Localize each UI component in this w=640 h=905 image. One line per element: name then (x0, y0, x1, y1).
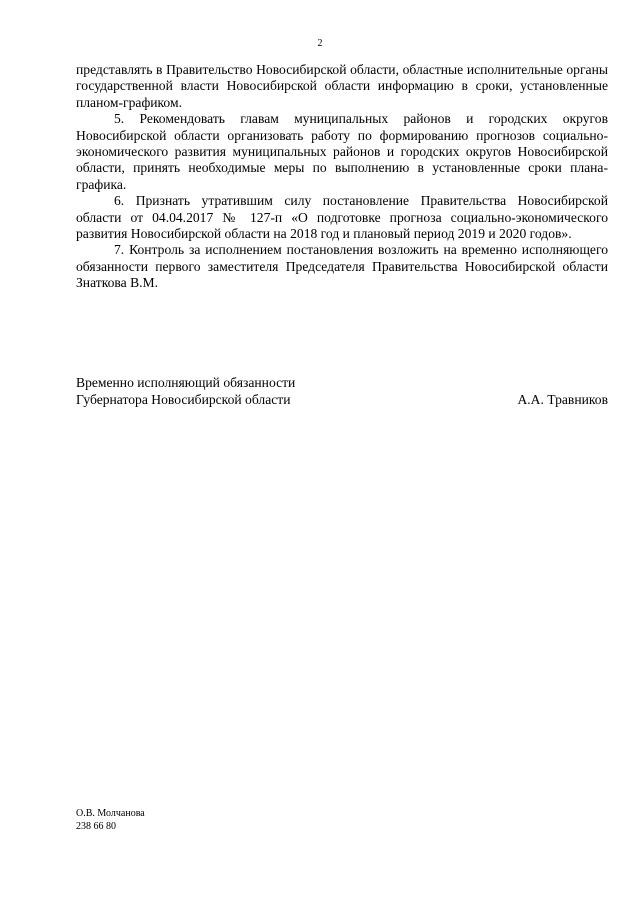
paragraph-item-7: 7. Контроль за исполнением постановления возложить на временно исполняющего обязанности первого заместителя Председателя Правительства Новосибирской области Знаткова В.М. (76, 242, 608, 291)
paragraph-item-5: 5. Рекомендовать главам муниципальных районов и городских округов Новосибирской области организовать работу по формированию прогнозов социально-экономического развития муниципальных районов и городских округов Новосибирской области, принять необходимые меры по выполнению в установленные сроки плана-графика. (76, 111, 608, 192)
page-number: 2 (317, 38, 323, 49)
executor-name: О.В. Молчанова (76, 808, 145, 819)
signatory-title-line1: Временно исполняющий обязанности (76, 375, 296, 390)
executor-phone: 238 66 80 (76, 820, 116, 832)
signature-block (76, 374, 608, 408)
document-body (76, 62, 608, 292)
signatory-name: А.А. Травников (517, 392, 608, 407)
executor-block (76, 808, 145, 833)
paragraph-continuation: представлять в Правительство Новосибирской области, областные исполнительные органы государственной власти Новосибирской области информацию в сроки, установленные планом-графиком. (76, 62, 608, 110)
paragraph-item-6: 6. Признать утратившим силу постановление Правительства Новосибирской области от 04.04.2017 № 127-п «О подготовке прогноза социально-экономического развития Новосибирской области на 2018 год и плановый период 2019 и 2020 годов». (76, 193, 608, 242)
signatory-title-line2: Губернатора Новосибирской области (76, 392, 291, 407)
